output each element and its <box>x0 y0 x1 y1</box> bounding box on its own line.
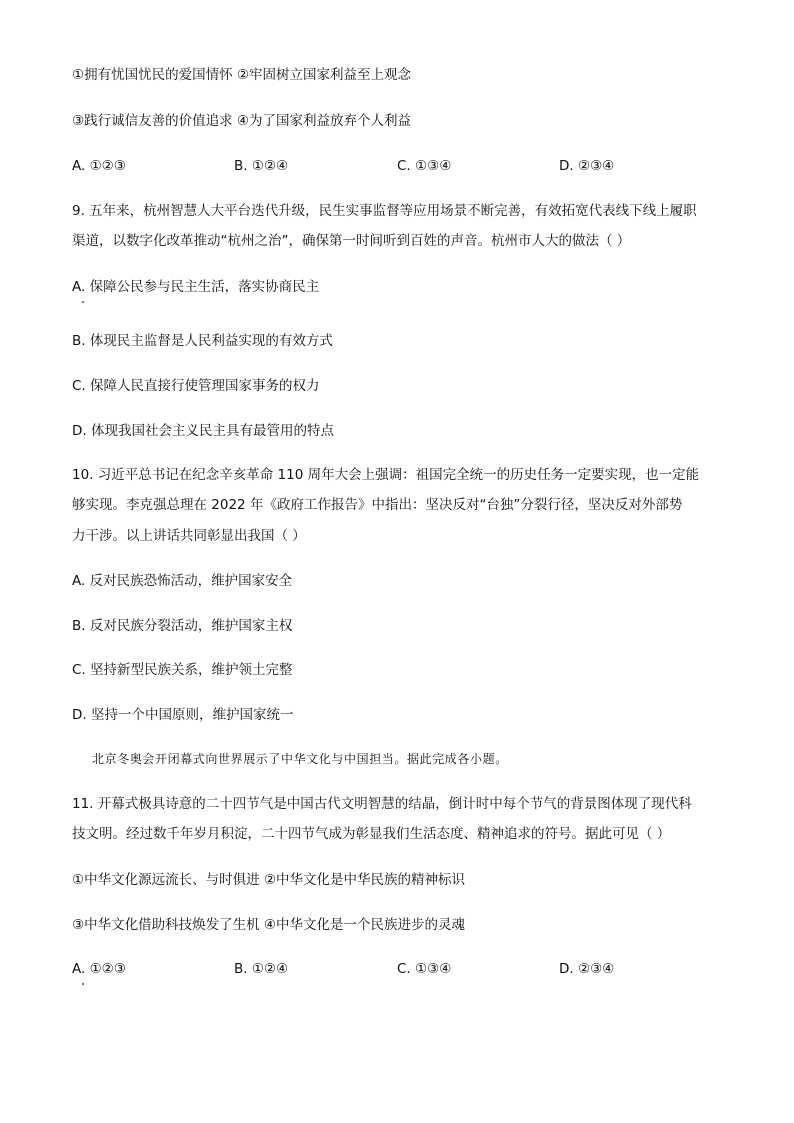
q8-option-c: C. ①③④ <box>397 158 452 174</box>
q8-option-a: A. ①②③ <box>72 158 126 174</box>
q10-stem-line-3: 力干涉。以上讲话共同彰显出我国（ ） <box>72 528 306 544</box>
q9-option-c: C. 保障人民直接行使管理国家事务的权力 <box>72 378 320 394</box>
q9-stem-line-1: 9. 五年来，杭州智慧人大平台迭代升级，民生实事监督等应用场景不断完善，有效拓宽代表线下线上履职 <box>72 203 697 219</box>
q11-statements-1-2: ①中华文化源远流长、与时俱进 ②中华文化是中华民族的精神标识 <box>72 872 465 888</box>
q10-stem-line-2: 够实现。李克强总理在 2022 年《政府工作报告》中指出：坚决反对“台独”分裂行径，坚决反对外部势 <box>72 497 683 513</box>
q11-option-c: C. ①③④ <box>397 961 452 977</box>
mark-dot <box>82 301 84 303</box>
q10-stem-line-1: 10. 习近平总书记在纪念辛亥革命 110 周年大会上强调：祖国完全统一的历史任务一定要实现，也一定能 <box>72 467 700 483</box>
q10-option-b: B. 反对民族分裂活动，维护国家主权 <box>72 618 293 634</box>
q9-option-b: B. 体现民主监督是人民利益实现的有效方式 <box>72 333 333 349</box>
q11-options <box>72 961 722 977</box>
q8-statements-1-2: ①拥有忧国忧民的爱国情怀 ②牢固树立国家利益至上观念 <box>72 67 411 83</box>
q10-option-a: A. 反对民族恐怖活动，维护国家安全 <box>72 573 293 589</box>
q11-option-d: D. ②③④ <box>559 961 615 977</box>
q10-option-c: C. 坚持新型民族关系，维护领土完整 <box>72 662 293 678</box>
q9-stem-line-2: 渠道，以数字化改革推动“杭州之治”，确保第一时间听到百姓的声音。杭州市人大的做法（ ） <box>72 233 631 249</box>
q9-option-a: A. 保障公民参与民主生活，落实协商民主 <box>72 279 320 295</box>
q8-option-d: D. ②③④ <box>559 158 615 174</box>
q9-option-d: D. 体现我国社会主义民主具有最管用的特点 <box>72 423 334 439</box>
q8-statements-3-4: ③践行诚信友善的价值追求 ④为了国家利益放弃个人利益 <box>72 113 411 129</box>
q11-statements-3-4: ③中华文化借助科技焕发了生机 ④中华文化是一个民族进步的灵魂 <box>72 917 465 933</box>
q11-stem-line-1: 11. 开幕式极具诗意的二十四节气是中国古代文明智慧的结晶，倒计时中每个节气的背景图体现了现代科 <box>72 796 692 812</box>
q10-option-d: D. 坚持一个中国原则，维护国家统一 <box>72 707 294 723</box>
q11-option-a: A. ①②③ <box>72 961 126 977</box>
q11-stem-line-2: 技文明。经过数千年岁月积淀，二十四节气成为彰显我们生活态度、精神追求的符号。据此可见（ ） <box>72 826 671 842</box>
q8-option-b: B. ①②④ <box>234 158 289 174</box>
group-instruction: 北京冬奥会开闭幕式向世界展示了中华文化与中国担当。据此完成各小题。 <box>92 752 508 766</box>
q8-options <box>72 158 722 174</box>
mark-dot <box>82 983 84 985</box>
q11-option-b: B. ①②④ <box>234 961 289 977</box>
